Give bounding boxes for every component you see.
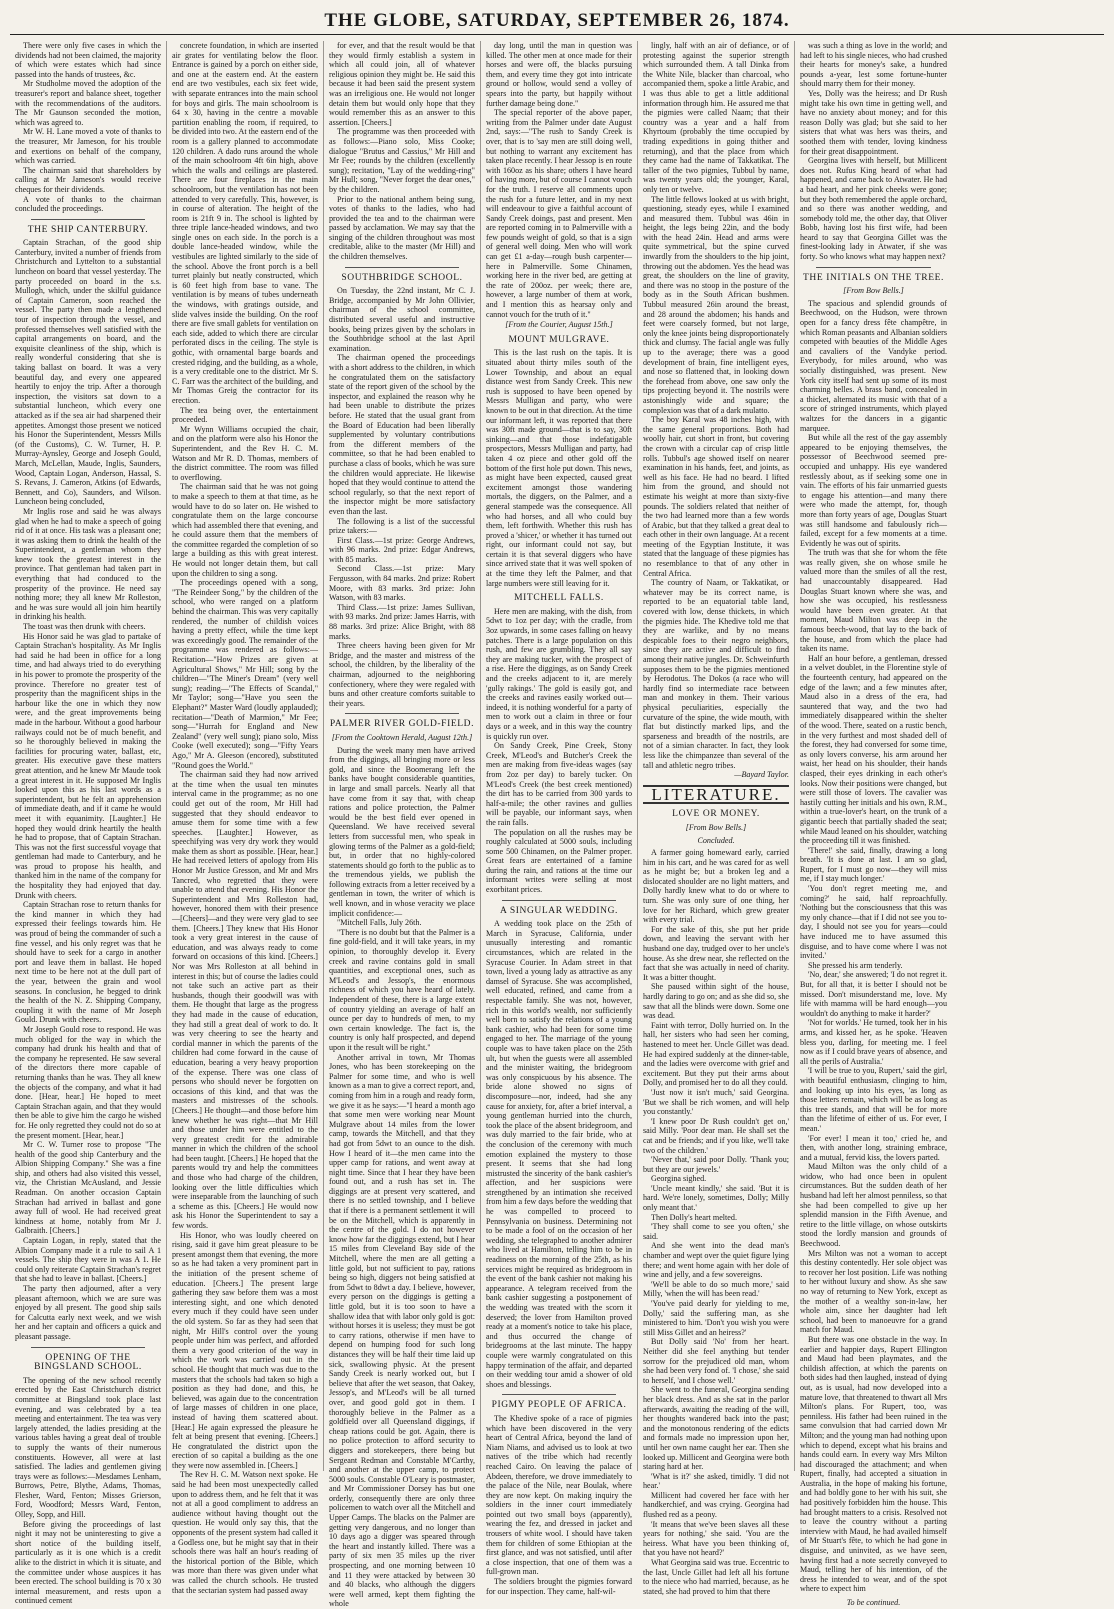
paragraph: Captain Strachan, of the good ship Canterbury, invited a number of friends from Christchurch and Lyttelton to a substantial luncheon on board that vessel yesterday. The party proceeded on board in the s.s. Mullogh, which, under the skilful guidance of Captain Cameron, soon reached the vessel. The party then made a lengthened tour of inspection through the vessel, and professed themselves well satisfied with the capital arrangements on board, and the exquisite cleanliness of the ship, which is really wonderful considering that she is taking ballast on board. It was a very beautiful day, and every one appeared heartily to enjoy the trip. After a thorough inspection, the visitors sat down to a substantial luncheon, which every one attacked as if the sea air had sharpened their appetites. Amongst those present we noticed his Honor the Superintendent, Messrs Mills (of the Customs), C. W. Turner, H. P. Murray-Aynsley, George and Joseph Gould, March, McLellan, Maude, Inglis, Saunders, Wood, Captain Logan, Anderson, Hassal, S. S. Revans, J. Cameron, Atkins (of Edwards, Bennett, and Co), Saunders, and Wilson. Luncheon being concluded, <box>15 238 161 507</box>
paragraph: The spacious and splendid grounds of Beechwood, on the Hudson, were thrown open for a fancy dress fête champêtre, in which Roman peasants and Albanian soldiers competed with beauties of the Middle Ages and cavaliers of the Vandyke period. Everybody, for miles around, who was socially distinguished, was present. New York city itself had sent up some of its most charming belles. A brass band, concealed in a thicket, alternated its music with that of a score of stringed instruments, which played waltzes for the dancers in a gigantic marquee. <box>800 298 947 433</box>
paragraph: Mr Wynn Williams occupied the chair, and on the platform were also his Honor the Superintendent, and the Rev H. C. M. Watson and Mr R. D. Thomas, members of the district committee. The room was filled to overflowing. <box>172 424 318 482</box>
paragraph: Here men are making, with the dish, from 5dwt to 1oz per day; with the cradle, from 3oz upwards, in some cases falling on heavy patches. There is a large population on this rush, and few are grumbling. They all say they are making tucker, with the prospect of a rise. Here the diggings, as on Sandy Creek and the creeks adjacent to it, are merely 'gully rakings.' The gold is easily got, and the creeks and ravines easily worked out—indeed, it is nothing wonderful for a party of men to work out a claim in three or four days or a week, and in this way the country is quickly run over. <box>486 606 632 741</box>
byline: —Bayard Taylor. <box>734 770 789 780</box>
paragraph: Mr Joseph Gould rose to respond. He was much obliged for the way in which the company had drunk his health and that of the company he represented. He saw several of the directors there more capable of returning thanks than he was. They all knew the objects of the company, and what it had done. [Hear, hear.] He hoped to meet Captain Strachan again, and that they would then be able to give him the cargo he wished for. He only regretted they could not do so at the present moment. [Hear, hear.] <box>15 1024 161 1140</box>
paragraph: The programme was then proceeded with as follows:—Piano solo, Miss Cooke; dialogue "Brutus and Cassius," Mr Hill and Mr Fee; rounds by the children (excellently sung); recitation, "Lay of the wedding-ring" Mr Hull; song, "Never forget the dear ones," by the children. <box>329 127 475 194</box>
subhead-mount-mulgrave: MOUNT MULGRAVE. <box>508 334 610 345</box>
paragraph: Maud Milton was the only child of a widow, who had once been in opulent circumstances. But the sudden death of her husband had left her almost penniless, so that she had been compelled to give up her splendid mansion in the Fifth Avenue, and retire to the little village, on whose outskirts stood the lordly mansion and grounds of Beechwood. <box>800 1162 948 1249</box>
column-4 <box>481 41 638 1596</box>
divider <box>502 900 616 901</box>
paragraph: Mr W. H. Lane moved a vote of thanks to the treasurer, Mr Jameson, for his trouble and exertions on behalf of the company, which was carried. <box>15 127 161 166</box>
section-header-literature: LITERATURE. <box>643 785 789 805</box>
headline-singular-wedding: A SINGULAR WEDDING. <box>499 905 619 916</box>
paragraph: 'No, dear,' she answered; 'I do not regret it. But, for all that, it is better I should not be missed. Don't misunderstand me, love. My life with mamma will be hard enough—you wouldn't do anything to make it harder?' <box>800 970 947 1018</box>
paragraph: During the week many men have arrived from the diggings, all bringing more or less gold, and since the Boomerang left the banks have bought considerable quantities, in large and small parcels. Nearly all that have come from it say that, with cheap rations and police protection, the Palmer would be the best field ever opened in Queensland. We have received several letters from successful men, who speak in glowing terms of the Palmer as a gold-field; but, in order that no highly-colored statements should go forth to the public as to the tremendous yields, we publish the following extracts from a letter received by a gentleman in town, the writer of which is well known, and in whose veracity we place implicit confidence:— <box>329 745 475 918</box>
paragraph: His Honor said he was glad to partake of Captain Strachan's hospitality. As Mr Inglis had said he had been in office for a long time, and had always tried to do everything in his power to promote the prosperity of the province. Therefore no greater test of prosperity than the magnificent ships in the harbour like the one in which they now were, and the great improvements being made in the harbour. Without a good harbour railways could not be of much benefit, and so he thoroughly believed in making the facilities for procuring water, ballast, etc, greater. His executive gave these matters great attention, and he knew Mr Maude took a great interest in it. He supposed Mr Inglis looked upon this as his last words as a superintendent, but he felt an apprehension of immediate death, and if it came he would meet it with equanimity. [Laughter.] He hoped they would drink heartily the health he had to propose, that of Captain Strachan. This was not the first successful voyage that gentleman had made to Canterbury, and he was proud to propose his health, and thanked him in the name of the company for the hospitality they had enjoyed that day. Drunk with cheers. <box>15 631 161 900</box>
paragraph: A wedding took place on the 25th of March in Syracuse, California, under unusually interesting and romantic circumstances, which are related in the Syracuse Courier. In Adam street in that town, lived a young lady as attractive as any damsel of Syracuse. She was accomplished, well educated, refined, and came from a respectable family. She was not, however, rich in this world's wealth, nor sufficiently well born to satisfy the relations of a young bank cashier, who had been for some time engaged to her. The marriage of the young couple was to have taken place on the 25th ult, but when the guests were all assembled and the minister waiting, the bridegroom was only conspicuous by his absence. The bride alone showed no signs of discomposure—nor, indeed, had she any cause for anxiety, for, after a brief interval, a young gentleman hurried into the church, took the place of the absent bridegroom, and was duly married to the fair bride, who at the conclusion of the ceremony with much emotion explained the mystery to those present. It seems that she had long mistrusted the sincerity of the bank cashier's affection, and her suspicions were strengthened by an intimation she received from him a few days before the wedding that he was compelled to proceed to Pennsylvania on business. Determining not to be made a fool of on the occasion of her wedding, she telegraphed to another admirer who lived at Hamilton, telling him to be in readiness on the morning of the 25th, as his services might be required as bridegroom in the event of the bank cashier not making his appearance. A telegram received from the bank cashier suggesting a postponement of the wedding was treated with the scorn it deserved; the lover from Hamilton proved ready at a moment's notice to take his place, and thus occurred the change of bridegrooms at the last minute. The happy couple were warmly congratulated on this happy termination of the affair, and departed on their wedding tour amid a shower of old shoes and blessings. <box>486 919 632 1389</box>
paragraph: 'I knew poor Dr Rush couldn't get on,' said Milly. 'Poor dear man. He shall set the cat and be friends; and if you like, we'll take two of the children.' <box>643 1116 789 1155</box>
paragraph: The country of Naam, or Takkatikat, or whatever may be its correct name, is reported to be an equatorial table land, covered with low, dense thickets, in which the pigmies hide. The Khedive told me that they are warlike, and by no means despicable foes to their negro neighbors, since they are active and difficult to find among their native jungles. Dr. Schweinfurth supposes them to be the pigmies mentioned by Herodotus. The Dokos (a race who will hardly find so intermediate race between man and monkey in them. Their various physical peculiarities, especially the curvature of the spine, the wide mouth, with flat but distinctly marked lips, and the sparseness and breadth of the nostrils, are not of a simian character. In fact, they look less like the chimpanzee than several of the tall and athletic negro tribes. <box>643 578 789 770</box>
paragraph: The population on all the rushes may be roughly calculated at 5000 souls, including some 500 Chinamen, on the Palmer proper. Great fears are entertained of a famine during the rain, and rations at the time our informant writes were selling at most exorbitant prices. <box>486 827 632 895</box>
column-1 <box>10 41 167 1606</box>
paragraph: 'They shall come to see you often,' she said. <box>643 1222 789 1241</box>
paragraph: The little fellows looked at us with bright, questioning, steady eyes, while I examined and measured them. Tubbul was 46in in height, the legs being 22in, and the body with the head 24in. Head and arms were quite symmetrical, but the spine curved inwardly from the shoulders to the hip joint, throwing out the abdomen. Yes the head was great, the shoulders on the line of gravity, and there was no stoop in the posture of the body as in the South African bushmen. Tubbul measured 26in around the breast, and 28 around the abdomen; his hands and feet were coarsely formed, but not large, only the knee joints being disproportionately thick and clumsy. The facial angle was fully up to the average; there was a good development of brain, fine intelligent eyes, and nose so flattened that, in looking down the forehead from above, one saw only the tips projecting beyond it. The nostrils were astonishingly wide and square; the complexion was that of a dark mulatto. <box>643 194 789 415</box>
paragraph: for ever, and that the result would be that they would firmly establish a system in which all could join, all of whatever religious opinion they might be. He said this because it had been said the present system was an irreligious one. He would not longer detain them but would only hope that they would remember this as an answer to this assertion. [Cheers.] <box>329 41 475 127</box>
paragraph: concrete foundation, in which are inserted air grates for ventilating below the floor. Entrance is gained by a porch on either side, and one at the eastern end. At the eastern end are two vestibules, each six feet wide, with separate entrances into the main school for boys and girls. The main schoolroom is 64 x 30, having in the centre a movable partition enabling the room, if required, to be divided into two. At the eastern end of the room is a gallery planned to accommodate 120 children. A dado runs around the whole of the main schoolroom 4ft 6in high, above which the walls and ceilings are plastered. There are four fireplaces in the main schoolroom, but the ventilation has not been attended to very carefully. This, however, is in course of alteration. The height of the room is 21ft 9 in. The school is lighted by three triple lance-headed windows, and two single ones on each side. In the porch is a double lance-headed window, while the vestibules are lighted similarly to the side of the school. Above the front porch is a bell turret plainly but neatly constructed, which is 60 feet high from base to vane. The ventilation is by means of tubes underneath the windows, with gratings outside, and slide valves inside the building. On the roof there are five small gablets for ventilation on each side, added to which there are circular perforated discs in the ceiling. The style is gothic, with ornamental barge boards and crested ridging, and the building, as a whole, is a very creditable one to the district. Mr S. C. Farr was the architect of the building, and Mr Thomas Greig the contractor for its erection. <box>172 41 318 405</box>
paragraph: On Tuesday, the 22nd instant, Mr C. J. Bridge, accompanied by Mr John Ollivier, chairman of the school committee, distributed several useful and instructive books, being prizes given by the scholars in the Southbridge school at the last April examination. <box>329 286 475 353</box>
paragraph: 'Uncle meant kindly,' she said. 'But it is hard. We're lonely, sometimes, Dolly; Milly only meant that.' <box>643 1183 789 1213</box>
paragraph: Georgina sighed. <box>651 1174 707 1184</box>
source-line: [From the Cooktown Herald, August 12th.] <box>331 732 473 742</box>
headline-pigmy-people: PIGMY PEOPLE OF AFRICA. <box>491 1400 627 1411</box>
paragraph: Yes, Dolly was the heiress; and Dr Rush might take his own time in getting well, and have no anxiety about money; and for this reason Dolly was glad; but she said to her sisters that what was hers was theirs, and soothed them with tender, loving kindness for their great disappointment. <box>800 88 947 156</box>
paragraph: Second Class.—1st prize: Mary Fergusson, with 84 marks. 2nd prize: Robert Moore, with 83 marks. 3rd prize: John Watson, with 83 marks. <box>329 564 475 603</box>
paragraph: The Rev H. C. M. Watson next spoke. He said he had been most unexpectedly called upon to address them, and he felt that it was not at all a good compliment to address an audience without having thought out the question. He would only say this, that the opponents of the present system had called it a Godless one, but he might say that in their schools there was half an hour's reading of the historical portion of the Bible, which was more than there was given under what was called the church schools. He trusted that the sectarian system had passed away <box>172 1470 318 1595</box>
headline-palmer-river: PALMER RIVER GOLD-FIELD. <box>329 719 475 730</box>
paragraph: But while all the rest of the gay assembly appeared to be enjoying themselves, the possessor of Beechwood seemed pre-occupied and unhappy. His eye wandered restlessly about, as if seeking some one in vain. The efforts of his fair unmarried guests to engage his attention—and many there were who made the attempt, for, though more than forty years of age, Douglas Stuart was still handsome and fabulously rich—failed, except for a few moments at a time. Evidently he was out of spirits. <box>800 433 947 548</box>
headline-southbridge-school: SOUTHBRIDGE SCHOOL. <box>341 272 463 283</box>
paragraph: The chairman opened the proceedings with a short address to the children, in which he congratulated them on the satisfactory state of the report given of the school by the inspector, and explained the reason why he had been unable to distribute the prizes before. He stated that the usual grant from the Board of Education had been liberally supplemented by voluntary contributions from the different members of the committee, so that he had been enabled to purchase a class of books, which he was sure the children would appreciate. He likewise hoped that they would continue to attend the school regularly, so that the next report of the inspector might be more satisfactory even than the last. <box>329 353 475 516</box>
paragraph: day long, until the man in question was killed. The other men at once made for their horses and were off, the blacks pursuing them, and every time they got into intricate ground or hollow, would send a volley of spears into the party, but happily without further damage being done." <box>486 41 632 108</box>
paragraph: Then Dolly's heart melted. <box>651 1212 737 1222</box>
paragraph: Three cheers having been given for Mr Bridge, and the master and mistress of the school, the children, by the liberality of the chairman, adjourned to the neighboring confectionery, where they were regaled with buns and other creature comforts suitable to their years. <box>329 641 475 708</box>
paragraph: She pressed his arm tenderly. <box>808 960 903 970</box>
paragraph: The following is a list of the successful prize takers:— <box>329 516 475 536</box>
paragraph: His Honor, who was loudly cheered on rising, said it gave him great pleasure to be present amongst them that evening, the more so as he had taken a very prominent part in the initiation of the present scheme of education. [Cheers.] The present large gathering they saw before them was a most interesting sight, and one which denoted every much if they could have seen under the old system. So far as they had seen that night, Mr Hill's control over the young people under him was perfect, and afforded them a very good criterion of the way in which the work was carried out in the school. He thought that much was due to the masters that the schools had taken so high a position as they had done, and this, he believed, was again due to the concentration of large masses of children in one place, instead of having them scattered about. [Hear.] He again expressed the pleasure he felt at being present that evening. [Cheers.] He congratulated the district upon the erection of so capital a building as the one they were now assembled in. [Cheers.] <box>172 1230 318 1470</box>
divider <box>345 267 459 268</box>
paragraph: The chairman said that he was not going to make a speech to them at that time, as he would have to do so later on. He wished to congratulate them on the large concourse which had assembled there that evening, and he could assure them that the members of the committee regarded the completion of so large a building as this with great interest. He would not longer detain them, but call upon the children to sing a song. <box>172 482 318 578</box>
paragraph: 'You don't regret meeting me, and coming?' he said, half reproachfully. 'Nothing but the consciousness that this was my only chance—that if I did not see you to-day, I should not see you for years—could have induced me to have assumed this disguise, and to have come where I was not invited.' <box>800 884 947 961</box>
paragraph: was such a thing as love in the world; and had left to his single nieces, who had crushed their hearts for money's sake, a hundred pounds a-year, lest some fortune-hunter should marry them for their money. <box>800 41 947 89</box>
columns <box>10 41 1104 1609</box>
subhead-mitchell-falls: MITCHELL FALLS. <box>514 593 604 604</box>
paragraph: On Sandy Creek, Pine Creek, Stony Creek, M'Leod's and Butcher's Creek the men are making from five-ideas wages (say from 2oz per day) to barely tucker. On M'Leod's Creek (the best creek mentioned) the dirt has to be carried from 300 yards to half-a-mile; the other ravines and gullies will be payable, our informant says, when the rain falls. <box>486 741 632 827</box>
paragraph: The Khedive spoke of a race of pigmies which have been discovered in the very heart of Central Africa, beyond the land of Niam Niams, and advised us to look at two natives of the tribe which had recently reached Cairo. On leaving the palace of Abdeen, therefore, we drove immediately to the palace of the Nile, near Boulak, where they are now kept. On making inquiry the soldiers in the inner court immediately pointed out two small boys (apparently), wearing the fez, and dressed in jacket and trousers of white wool. I should have taken them for children of some Ethiopian at the first glance, and was not satisfied, until after a close inspection, that one of them was a full-grown man. <box>486 1413 632 1577</box>
paragraph: Mr Inglis rose and said he was always glad when he had to make a speech of going rid of it at once. His task was a pleasant one; it was asking them to drink the health of the Superintendent, a gentleman whom they knew took the greatest interest in the province. That gentleman had taken part in everything that had conduced to the prosperity of the province. He need say nothing more; they all knew Mr Rolleston, and he was sure would all join him heartily in drinking his health. <box>15 506 161 622</box>
concluded-label: Concluded. <box>697 835 735 845</box>
paragraph: She paused within sight of the house, hardly daring to go on; and as she did so, she saw that all the blinds were down. Some one was dead. <box>643 982 789 1021</box>
paragraph: For the sake of this, she put her pride down, and leaving the servant with her husband one day, trudged over to her uncle's house. As she drew near, she reflected on the fact that she was actually in need of charity. It was a bitter thought. <box>643 924 789 982</box>
paragraph: The proceedings opened with a song, "The Reindeer Song," by the children of the school, who were ranged on a platform behind the chairman. This was very capitally rendered, the number of childish voices having a pretty effect, while the time kept was exceedingly good. The remainder of the programme was rendered as follows:—Recitation—"How Prizes are given at Agricultural Shows," Mr Hill; song by the children—"The Miner's Dream" (very well sung); reading—"The Effects of Scandal," Mr Taylor; song—"Have you seen the Elephant?" Master Ward (loudly applauded); recitation—"Death of Marmion," Mr Fee; song—"Hurrah for England and New Zealand" (very well sung); piano solo, Miss Cooke (well executed); song—"Fifty Years Ago," Mr A. Gleeson (encored), substituted "Round goes the World." <box>172 578 318 770</box>
paragraph: Captain Strachan rose to return thanks for the kind manner in which they had expressed their feelings towards him. He was proud of being the commander of such a fine vessel, and his only regret was that he should have to seek for a cargo in another port and leave them in ballast. He hoped next time to be here not at the dull part of the year, between the grain and wool seasons. In conclusion, he begged to drink the health of the N. Z. Shipping Company, coupling it with the name of Mr Joseph Gould. Drunk with cheers. <box>15 900 161 1025</box>
paragraph: Half an hour before, a gentleman, dressed in a velvet doublet, in the Florentine style of the fourteenth century, had appeared on the edge of the lawn; and a few minutes after, Maud also in a dress of the era, had sauntered that way, and the two had immediately disappeared within the shelter of the wood. There, seated on a rustic bench, in the very furthest and most shaded dell of the forest, they had conversed for some time, as only lovers converse, his arm around her waist, her head on his shoulder, their hands clasped, their eyes drinking in each other's looks. Now their positions were changed, but were still those of lovers. The cavalier was hastily cutting her initials and his own, R.M., within a true-lover's heart, on the trunk of a gigantic beech that partially shaded the seat; while Maud leaned on his shoulder, watching the proceeding till it was finished. <box>800 653 947 846</box>
paragraph: The toast was then drunk with cheers. <box>23 622 146 632</box>
paragraph: What Georgina said was true. Eccentric to the last, Uncle Gillet had left all his fortune to the niece who had married, because, as he stated, she had proved to him that there <box>643 1558 789 1596</box>
column-3 <box>324 41 481 1609</box>
divider <box>345 713 459 714</box>
divider <box>31 219 145 220</box>
divider <box>816 267 931 268</box>
paragraph: First Class.—1st prize: George Andrews, with 96 marks. 2nd prize: Edgar Andrews, with 85 marks. <box>329 535 475 564</box>
paragraph: There were only five cases in which the dividends had not been claimed, the majority of which were estates which had since passed into the hands of trustees, &c. <box>15 41 161 79</box>
paragraph: Another arrival in town, Mr Thomas Jones, who has been storekeeping on the Palmer for some time, and who is well known as a man to give a correct report, and, coming from him in a rough and ready form, we give it as he says:—"I heard a month ago that some men were working near Mount Mulgrave about 14 miles from the lower camp, towards the Mitchell, and that they had got from 5dwt to an ounce to the dish. How I heard of it—the men came into the upper camp for rations, and went away at night time. Since that I hear they have been found out, and a rush has set in. The diggings are at present very scattered, and there is no settled township, and I believe that if there is a permanent settlement it will be on the Mitchell, which is apparently in the centre of the gold. I do not however know how far the diggings extend, but I hear 15 miles from Cleveland Bay side of the Mitchell, where the men are all getting a little gold, but not sufficient to pay, rations being so high, diggers not being satisfied at from 5dwt to 8dwt a day. I believe, however, every person on the diggings is getting a little gold, but it is too soon to have a shallow idea that with labor only gold is got: without horses it is useless; they must be got to carry rations, otherwise if men have to depend on humping food for such long distances they will be half their time laid up sick, swallowing physic. At the present Sandy Creek is nearly worked out, but I believe that after the wet season, that Oakey, Jessop's, and M'Leod's will be all turned over, and good gold got in them. I thoroughly believe in the Palmer as a goldfield over all Queensland diggings, if cheap rations could be got. Again, there is no police protection to afford security to diggers and storekeepers, there being but Sergeant Redman and Constable M'Carthy, and another at the upper camp, to protect 5000 souls. Constable O'Leary is postmaster, and Mr Commissioner Dorsey has but one orderly, consequently there are only three policemen to watch over all the Mitchell and Upper Camps. The blacks on the Palmer are getting very dangerous, and no longer than 10 days ago a digger was speared through the heart and instantly killed. There was a party of six men 35 miles up the river prospecting, and one morning between 10 and 11 they were attacked by between 30 and 40 blacks, who although the diggers were well armed, kept them fighting the whole <box>329 1052 475 1609</box>
paragraph: The chairman said they had now arrived at the time when the usual ten minutes interval came in the programme; as no one could get out of the room, Mr Hill had suggested that they should endeavor to amuse them for some time with a few speeches. [Laughter.] However, as speechifying was very dry work they would make them as short as possible. [Hear, hear.] He had received letters of apology from His Honor Mr Justice Gresson, and Mr and Mrs Tancred, who regretted that they were unable to attend that evening. His Honor the Superintendent and Mrs Rolleston had, however, honored them with their presence—[Cheers]—and they were very glad to see them. [Cheers.] They knew that His Honor took a very great interest in the cause of education, and was always ready to come forward on occasions of this kind. [Cheers.] Nor was Mrs Rolleston at all behind in interest in this; but of course the ladies could not take such an active part as their husbands, though their goodwill was with them. He thought that large as the progress they had made in the cause of education, they had still a great deal of work to do. It was very cheering to see the hearty and cordial manner in which the parents of the children had come forward in the cause of education, bearing a very heavy proportion of the expense. There was one class of persons who should never be forgotten on occasions of this kind, and that was the masters and mistresses of the schools. [Cheers.] He thought—and those before him knew whether he was right—that Mr Hill and those under him were entitled to the very greatest credit for the admirable manner in which the children of the school had been taught. [Cheers.] He hoped that the parents would try and help the committees and those who had charge of the children, looking over the little difficulties which were inseparable from the launching of such a scheme as this. [Cheers.] He would now ask his Honor the Superintendent to say a few words. <box>172 770 318 1231</box>
paragraph: 'For ever! I mean it too,' cried he, and then, with another long, straining embrace, and a mutual, fervid kiss, the lovers parted. <box>800 1133 947 1162</box>
paragraph: The tea being over, the entertainment proceeded. <box>172 405 318 425</box>
headline-ship-canterbury: THE SHIP CANTERBURY. <box>27 224 149 235</box>
source-line: [From the Courier, August 15th.] <box>505 320 613 330</box>
paragraph: "There is no doubt but that the Palmer is a fine gold-field, and it will take years, in my opinion, to thoroughly develop it. Every creek and ravine contains gold in small quantities, and exceptional ones, such as M'Leod's and Jessop's, the enormous richness of which you have heard of lately. Independent of these, there is a large extent of country yielding an average of half an ounce per day to hundreds of men, to my own certain knowledge. The fact is, the country is only half prospected, and depend upon it the result will be right." <box>329 927 475 1052</box>
column-5 <box>638 41 795 1596</box>
paragraph: "Mitchell Falls, July 26th. <box>337 918 422 928</box>
paragraph: The truth was that she for whom the fête was really given, she on whose smile he valued more than the smiles of all the rest, had unaccountably disappeared. Had Douglas Stuart known where she was, and how she was occupied, his restlessness would have been even greater. At that moment, Maud Milton was deep in the famous beech-wood, that lay to the back of the house, and from which the place had taken its name. <box>800 548 947 654</box>
headline-initials-on-tree: THE INITIALS ON THE TREE. <box>802 272 945 283</box>
paragraph: 'Never that,' said poor Dolly. 'Thank you; but they are our jewels.' <box>643 1155 789 1174</box>
paragraph: Prior to the national anthem being sung, votes of thanks to the ladies, who had provided the tea and to the chairman were passed by acclamation. We may say that the singing of the children throughout was most creditable, alike to the master (Mr Hill) and the children themselves. <box>329 194 475 262</box>
paragraph: Millicent had covered her face with her handkerchief, and was crying. Georgina had flushed red as a peony. <box>643 1490 789 1520</box>
paragraph: 'What is it?' she asked, timidly. 'I did not hear.' <box>643 1471 789 1491</box>
paragraph: 'You've paid dearly for yielding to me, Dolly,' said the suffering man, as she ministered to him. 'Don't you wish you were still Miss Gillet and an heiress?' <box>643 1299 789 1337</box>
paragraph: 'There!' she said, finally, drawing a long breath. 'It is done at last. I am so glad, Rupert, for I must go now—they will miss me, if I stay much longer.' <box>800 845 947 884</box>
headline-bingsland-school: OPENING OF THE BINGSLAND SCHOOL. <box>34 1352 142 1373</box>
paragraph: 'It means that we've been slaves all these years for nothing,' she said. 'You are the heiress. What have you been thinking of, that you have not heard?' <box>643 1519 789 1558</box>
divider <box>31 1347 145 1348</box>
source-line: [From Bow Bells.] <box>685 822 747 832</box>
paragraph: Mr C. W. Turner rose to propose "The health of the good ship Canterbury and the Albion Shipping Company." She was a fine ship, and others had also visited this vessel, viz, the Christian McAusland, and Jessie Readman. On another occasion Captain Strachan had arrived in ballast and gone away full of wool. He had received great kindness at home, notably from Mr J. Galbraith. [Cheers.] <box>15 1140 161 1236</box>
paragraph: But there was one obstacle in the way. In earlier and happier days, Rupert Ellington and Maud had been playmates, and the childish affection, at which the parents on both sides had then laughed, instead of dying out, as is usual, had now developed into a mature love, that threatened to thwart all Mrs Milton's plans. For Rupert, too, was penniless. His father had been ruined in the same convulsion that had carried down Mr Milton; and the young man had nothing upon which to depend, except what his brains and hands could earn. In every way Mrs Milton had discouraged the attachment; and when Rupert, finally, had accepted a situation in Australia, in the hope of making his fortune, and had boldly gone to her with his suit, she had positively forbidden him the house. This had brought matters to a crisis. Resolved not to leave the country without a parting interview with Maud, he had availed himself of Mr Stuart's fête, to which he had gone in disguise, and uninvited, as we have seen, having first had a note secretly conveyed to Maud, telling her of his intention, of the dress he intended to wear, and of the spot where to expect him <box>800 1334 947 1594</box>
source-line: [From Bow Bells.] <box>843 286 904 296</box>
paragraph: The party then adjourned, after a very pleasant afternoon, which we are sure was enjoyed by all present. The good ship sails for Calcutta early next week, and we wish her and her captain and officers a quick and pleasant passage. <box>15 1284 161 1341</box>
column-2 <box>167 41 324 1595</box>
paragraph: The chairman said that shareholders by calling at Mr Jameson's would receive cheques for their dividends. <box>15 165 161 194</box>
paragraph: The boy Karal was 48 inches high, with the same general proportions. Both had woolly hair, cut short in front, but covering the crown with a circular cap of crisp little rolls. Tubbul's age showed itself on nearer examination in his hands, feet, and joints, as well as his face. He had no beard. I lifted him from the ground, and should not estimate his weight at more than sixty-five pounds. The soldiers related that neither of the two had learned more than a few words of Arabic, but that they talked a great deal to each other in their own language. At a recent meeting of the Egyptian Institute, it was stated that the language of these pigmies has no resemblance to that of any other in Central Africa. <box>643 415 789 578</box>
paragraph: And she went into the dead man's chamber and wept over the quiet figure lying there; and went home again with her dole of wine and jelly, and a few sovereigns. <box>643 1241 789 1280</box>
paragraph: But Dolly said 'No' from her heart. Neither did she feel anything but tender sorrow for the prejudiced old man, whom she had been very fond of. 'I chose,' she said to herself, 'and I chose well.' <box>643 1337 789 1385</box>
paragraph: 'I will be true to you, Rupert,' said the girl, with beautiful enthusiasm, clinging to him, and looking up into his eyes, 'as long as those letters remain, which will be as long as this tree stands, and that will be for more than the lifetime of either of us. For ever, I mean.' <box>800 1066 947 1133</box>
divider <box>502 1394 616 1395</box>
paragraph: 'Just now it isn't much,' said Georgina. 'But we shall be rich women, and will help you constantly.' <box>643 1087 789 1117</box>
paragraph: The soldiers brought the pigmies forward for our inspection. They came, half-wil- <box>486 1577 632 1596</box>
paragraph: The opening of the new school recently erected by the East Christchurch district committee at Bingsland took place last evening, and was celebrated by a tea meeting and entertainment. The tea was very largely attended, the ladies presiding at the various tables having a great deal of trouble to supply the wants of their numerous constituents. However, all were at last satisfied. The ladies and gentlemen giving trays were as follows:—Mesdames Lenham, Burrows, Petre, Blythe, Adams, Thomas, Flesher, Ward, Fenton; Misses Grierson, Ford, Woodford; Messrs Ward, Fenton, Olley, Sopp, and Hill. <box>15 1375 161 1520</box>
paragraph: Georgina lives with herself, but Millicent does not. Rufus King heard of what had happened, and came back to Atwater. He had a bad heart, and her pink cheeks were gone; but they both remembered the apple orchard, and so there was another wedding, and somebody told me, the other day, that Oliver Bobb, having lost his first wife, had been heard to say that Georgina Gillet was the finest-looking lady in Atwater, if she was forty. So who knows what may happen next? <box>800 156 947 262</box>
paragraph: She went to the funeral, Georgina sending her black dress. And as she sat in the parlor afterwards, awaiting the reading of the will, her thoughts wandered back into the past; and the monotonous rendering of the edicts and formals made no impression upon her, until her own name caught her ear. Then she looked up. Millicent and Georgina were both staring hard at her. <box>643 1385 789 1472</box>
paragraph: 'We'll be able to do so much more,' said Milly, 'when the will has been read.' <box>643 1279 789 1299</box>
paragraph: 'Not for worlds.' He turned, took her in his arms, and kissed her, as he spoke. 'Heaven bless you, darling, for meeting me. I feel now as if I could brave years of absence, and all the perils of Australia.' <box>800 1018 947 1066</box>
paragraph: Mr Studholme moved the adoption of the treasurer's report and balance sheet, together with the recommendations of the auditors. The Mr Gaunson seconded the motion, which was agreed to. <box>15 79 161 127</box>
paragraph: lingly, half with an air of defiance, or of protesting against the superior strength which surrounded them. A tall Dinka from the White Nile, blacker than charcoal, who accompanied them, spoke a little Arabic, and I was thus able to get a little additional information through him. He assured me that the pigmies were called Naam; that their country was a year and a half from Khyrtoum (probably the time occupied by trading expeditions in going thither and returning), and that the place from which they came had the name of Takkatikat. The taller of the two pigmies, Tubbul by name, was twenty years old; the younger, Karal, only ten or twelve. <box>643 41 789 194</box>
paragraph: Captain Logan, in reply, stated that the Albion Company made it a rule to sail A 1 vessels. The ship they were in was A 1. He could only reiterate Captain Strachan's regret that she had to leave in ballast. [Cheers.] <box>15 1236 161 1284</box>
column-6 <box>795 41 952 1607</box>
headline-love-or-money: LOVE OR MONEY. <box>672 809 760 820</box>
paragraph: This is the last rush on the tapis. It is situated about thirty miles south of the Lower Township, and about an equal distance west from Sandy Creek. This new rush is supposed to have been opened by Messrs Mulligan and party, who were known to be out in that direction. At the time our informant left, it was reported that there was 30ft made ground—that is to say, 30ft sinking—and that those indefatigable prospectors, Messrs Mulligan and party, had taken 4 oz piece and other gold off the bottom of the first hole put down. This news, as might have been expected, caused great excitement amongst those wandering mortals, the diggers, on the Palmer, and a general stampede was the consequence. All who had horses, and all who could buy them, left forthwith. Whether this rush has proved a 'shicer,' or whether it has turned out right, our informant could not say, but certain it is that several diggers who have since arrived state that it was well spoken of at the time they left the Palmer, and that large numbers were still leaving for it. <box>486 348 632 588</box>
paragraph: Mrs Milton was not a woman to accept this destiny contentedly. Her sole object was to recover her lost position. Life was nothing to her without luxury and show. As she saw no way of returning to New York, except as the mother of a wealthy son-in-law, her whole aim, since her daughter had left school, had been to manoeuvre for a grand match for Maud. <box>800 1248 947 1335</box>
continued-label: To be continued. <box>846 1598 901 1607</box>
paragraph: A vote of thanks to the chairman concluded the proceedings. <box>15 194 161 214</box>
paragraph: A farmer going homeward early, carried him in his cart, and he was cared for as well as he might be; but a broken leg and a dislocated shoulder are no light matters, and Dolly hardly knew what to do or where to turn. She was only sure of one thing, her love for her Richard, which grew greater with every trial. <box>643 848 789 925</box>
masthead: THE GLOBE, SATURDAY, SEPTEMBER 26, 1874. <box>10 8 1104 35</box>
paragraph: Faint with terror, Dolly hurried on. In the hall, her sisters who had seen her coming, hastened to meet her. Uncle Gillet was dead. He had expired suddenly at the dinner-table, and the ladies were overcome with grief and excitement. But they put their arms about Dolly, and promised her to do all they could. <box>643 1020 789 1088</box>
paragraph: Before giving the proceedings of last night it may not be uninteresting to give a short notice of the building itself, particularly as it is one which is a credit alike to the district in which it is situate, and the committee under whose auspices it has been erected. The school building is 70 x 30 internal measurement, and rests upon a continued cement <box>15 1519 161 1606</box>
paragraph: The special reporter of the above paper, writing from the Palmer under date August 2nd, says:—"The rush to Sandy Creek is over, that is to 'say men are still doing well, but nothing to warrant any excitement has taken place recently. I hear Jessop is en route with 160oz as his share; others I have heard of having more, but of course I cannot vouch for the truth. I reserve all comments upon the rush for a future letter, and in my next will endeavour to give a faithful account of Sandy Creek doings, past and present. Men are reported coming in to Palmerville with a few pounds weight of gold, so that is a sign of general well doing. Men who will work can get £1 a-day—rough bush carpenter—here in Palmerville. Some Chinamen, working here in the river bed, are getting at the rate of 200oz. per week; there are, however, a large number of them at work, and I mention this as hearsay only and cannot vouch for the truth of it." <box>486 108 632 319</box>
paragraph: Third Class.—1st prize: James Sullivan, with 93 marks. 2nd prize: James Harris, with 88 marks. 3rd prize: Alice Bright, with 88 marks. <box>329 602 475 641</box>
